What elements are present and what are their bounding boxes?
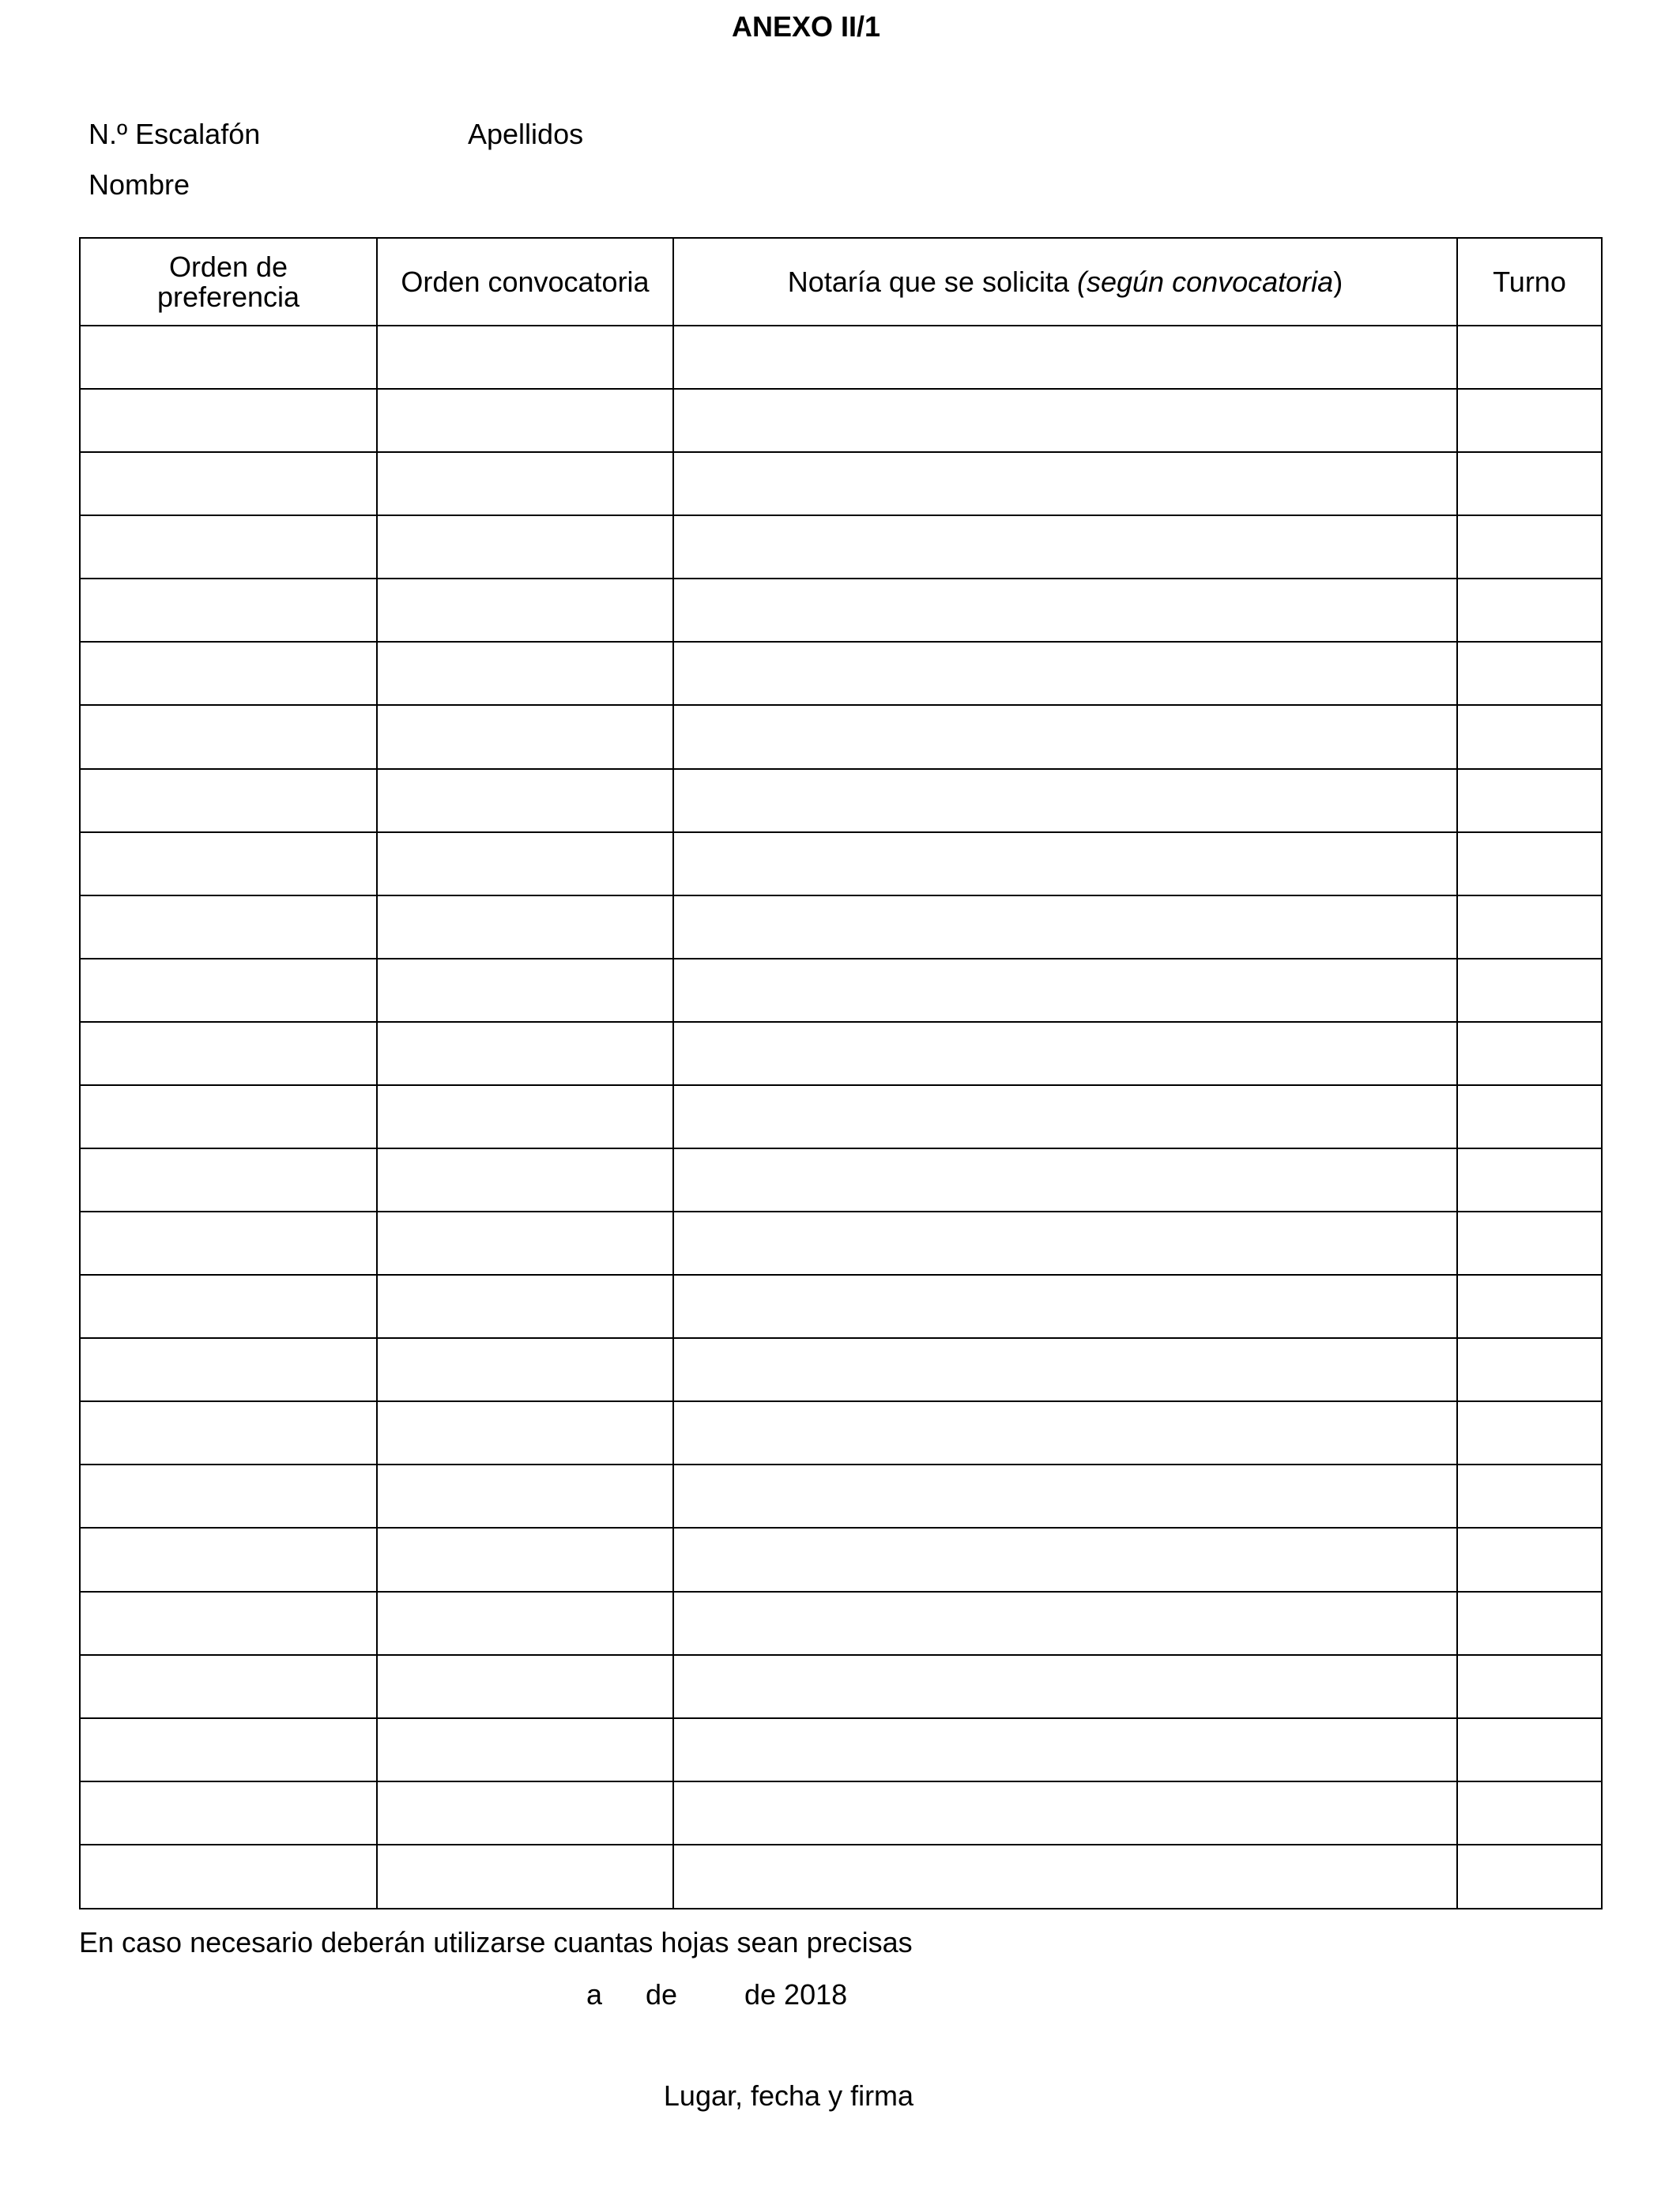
cell-orden-preferencia[interactable] [81,452,377,515]
cell-turno[interactable] [1457,1528,1601,1591]
cell-notaria[interactable] [673,705,1457,768]
cell-turno[interactable] [1457,769,1601,832]
cell-notaria[interactable] [673,769,1457,832]
cell-orden-convocatoria[interactable] [377,452,673,515]
table-row [81,326,1601,389]
cell-orden-convocatoria[interactable] [377,769,673,832]
header-turno: Turno [1457,239,1601,326]
apellidos-label: Apellidos [468,118,584,150]
table-row [81,1592,1601,1655]
table-row [81,389,1601,452]
table-row [81,832,1601,895]
cell-notaria[interactable] [673,832,1457,895]
cell-orden-convocatoria[interactable] [377,1718,673,1781]
cell-orden-preferencia[interactable] [81,1655,377,1718]
cell-turno[interactable] [1457,1718,1601,1781]
cell-notaria[interactable] [673,326,1457,389]
cell-notaria[interactable] [673,1592,1457,1655]
cell-orden-convocatoria[interactable] [377,326,673,389]
cell-orden-convocatoria[interactable] [377,1781,673,1845]
cell-orden-preferencia[interactable] [81,832,377,895]
cell-turno[interactable] [1457,326,1601,389]
cell-orden-convocatoria[interactable] [377,1655,673,1718]
cell-turno[interactable] [1457,642,1601,705]
cell-orden-convocatoria[interactable] [377,1022,673,1085]
cell-notaria[interactable] [673,1465,1457,1528]
cell-turno[interactable] [1457,452,1601,515]
document-title: ANEXO II/1 [731,10,881,43]
cell-notaria[interactable] [673,1022,1457,1085]
cell-orden-preferencia[interactable] [81,769,377,832]
cell-notaria[interactable] [673,389,1457,452]
cell-turno[interactable] [1457,1085,1601,1148]
table-row [81,1781,1601,1845]
preference-table [79,237,1603,1909]
cell-turno[interactable] [1457,1465,1601,1528]
cell-orden-preferencia[interactable] [81,705,377,768]
cell-turno[interactable] [1457,515,1601,579]
cell-turno[interactable] [1457,1655,1601,1718]
table-row [81,1528,1601,1591]
date-de-year: de 2018 [744,1978,848,2011]
date-de: de [646,1978,678,2011]
cell-orden-convocatoria[interactable] [377,1845,673,1908]
table-row [81,1401,1601,1465]
cell-orden-convocatoria[interactable] [377,895,673,959]
table-row [81,1465,1601,1528]
cell-notaria[interactable] [673,1655,1457,1718]
cell-orden-preferencia[interactable] [81,326,377,389]
cell-turno[interactable] [1457,1592,1601,1655]
signature-label: Lugar, fecha y firma [663,2079,914,2112]
header-orden-preferencia-line1: Orden de [168,250,288,283]
cell-orden-convocatoria[interactable] [377,1275,673,1338]
cell-orden-convocatoria[interactable] [377,1212,673,1275]
cell-turno[interactable] [1457,1845,1601,1908]
cell-orden-convocatoria[interactable] [377,579,673,642]
cell-notaria[interactable] [673,1275,1457,1338]
nombre-label: Nombre [89,168,190,201]
cell-orden-convocatoria[interactable] [377,389,673,452]
cell-orden-convocatoria[interactable] [377,959,673,1022]
header-notaria-paren-open: ( [1076,265,1087,298]
cell-notaria[interactable] [673,895,1457,959]
cell-turno[interactable] [1457,959,1601,1022]
table-row [81,1655,1601,1718]
cell-orden-convocatoria[interactable] [377,1085,673,1148]
cell-orden-convocatoria[interactable] [377,1338,673,1401]
cell-notaria[interactable] [673,1781,1457,1845]
cell-orden-convocatoria[interactable] [377,642,673,705]
cell-orden-preferencia[interactable] [81,1022,377,1085]
cell-orden-preferencia[interactable] [81,642,377,705]
cell-orden-convocatoria[interactable] [377,1148,673,1212]
cell-turno[interactable] [1457,895,1601,959]
cell-orden-preferencia[interactable] [81,1401,377,1465]
cell-orden-preferencia[interactable] [81,515,377,579]
header-orden-preferencia-line2: preferencia [156,280,300,313]
table-row [81,959,1601,1022]
escalafon-label: N.º Escalafón [89,118,261,150]
cell-orden-convocatoria[interactable] [377,1401,673,1465]
cell-notaria[interactable] [673,1085,1457,1148]
cell-orden-convocatoria[interactable] [377,705,673,768]
cell-notaria[interactable] [673,1845,1457,1908]
cell-notaria[interactable] [673,1338,1457,1401]
table-row [81,1085,1601,1148]
cell-orden-preferencia[interactable] [81,1528,377,1591]
table-body [81,326,1601,1908]
table-row [81,515,1601,579]
cell-turno[interactable] [1457,832,1601,895]
table-row [81,1275,1601,1338]
cell-turno[interactable] [1457,1781,1601,1845]
table-row [81,1212,1601,1275]
table-row [81,1338,1601,1401]
cell-orden-preferencia[interactable] [81,1338,377,1401]
cell-notaria[interactable] [673,1148,1457,1212]
cell-orden-convocatoria[interactable] [377,832,673,895]
table-row [81,895,1601,959]
table-header-row [81,239,1601,326]
cell-turno[interactable] [1457,1275,1601,1338]
cell-turno[interactable] [1457,1148,1601,1212]
table-row [81,642,1601,705]
table-row [81,1845,1601,1908]
table-row [81,1148,1601,1212]
cell-turno[interactable] [1457,1338,1601,1401]
table-row [81,579,1601,642]
cell-notaria[interactable] [673,515,1457,579]
cell-orden-preferencia[interactable] [81,1465,377,1528]
preference-grid [81,239,1601,1908]
cell-orden-preferencia[interactable] [81,895,377,959]
cell-orden-convocatoria[interactable] [377,515,673,579]
table-row [81,769,1601,832]
header-notaria-text: Notaría que se solicita [787,265,1077,298]
cell-orden-preferencia[interactable] [81,389,377,452]
cell-turno[interactable] [1457,1212,1601,1275]
additional-sheets-note: En caso necesario deberán utilizarse cuantas hojas sean precisas [79,1926,913,1958]
cell-turno[interactable] [1457,389,1601,452]
cell-orden-preferencia[interactable] [81,1085,377,1148]
cell-notaria[interactable] [673,452,1457,515]
cell-orden-preferencia[interactable] [81,959,377,1022]
date-a: a [586,1978,603,2011]
header-notaria [673,239,1457,326]
cell-notaria[interactable] [673,1401,1457,1465]
cell-orden-convocatoria[interactable] [377,1465,673,1528]
table-row [81,1022,1601,1085]
cell-orden-convocatoria[interactable] [377,1528,673,1591]
cell-orden-convocatoria[interactable] [377,1592,673,1655]
cell-notaria[interactable] [673,959,1457,1022]
table-row [81,705,1601,768]
header-orden-convocatoria: Orden convocatoria [377,239,673,326]
cell-orden-preferencia[interactable] [81,1275,377,1338]
cell-orden-preferencia[interactable] [81,579,377,642]
cell-notaria[interactable] [673,1212,1457,1275]
cell-orden-preferencia[interactable] [81,1845,377,1908]
cell-orden-preferencia[interactable] [81,1718,377,1781]
header-notaria-paren-close: ) [1333,265,1343,298]
cell-notaria[interactable] [673,1528,1457,1591]
cell-orden-preferencia[interactable] [81,1781,377,1845]
cell-turno[interactable] [1457,1401,1601,1465]
header-orden-preferencia [81,239,377,326]
cell-notaria[interactable] [673,642,1457,705]
cell-orden-preferencia[interactable] [81,1592,377,1655]
table-row [81,1718,1601,1781]
table-row [81,452,1601,515]
cell-turno[interactable] [1457,1022,1601,1085]
cell-notaria[interactable] [673,1718,1457,1781]
cell-notaria[interactable] [673,579,1457,642]
cell-orden-preferencia[interactable] [81,1148,377,1212]
cell-orden-preferencia[interactable] [81,1212,377,1275]
header-notaria-italic: según convocatoria [1086,265,1334,298]
cell-turno[interactable] [1457,579,1601,642]
cell-turno[interactable] [1457,705,1601,768]
